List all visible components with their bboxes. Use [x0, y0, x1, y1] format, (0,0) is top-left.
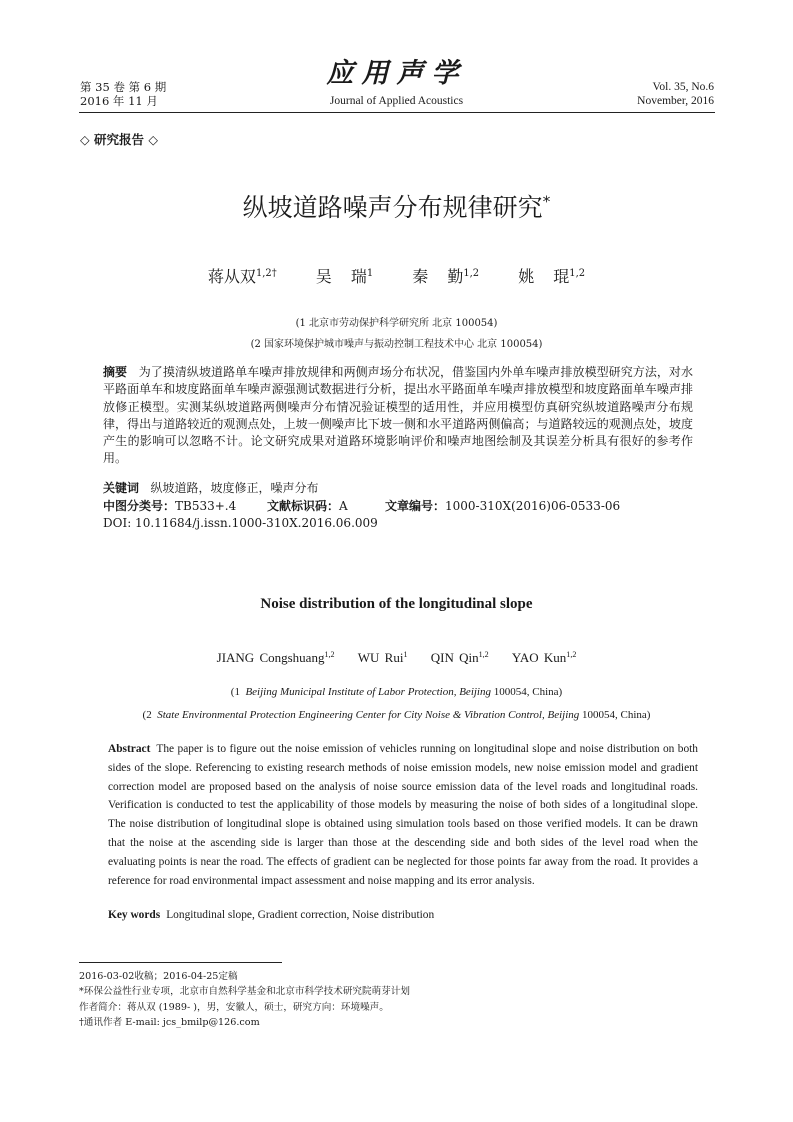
author-en-affil: 1,2 — [566, 650, 577, 660]
classification-row — [103, 498, 693, 516]
author-cn — [412, 267, 479, 286]
affiliation-en-inst: State Environmental Protection Engineering Center for City Noise & Vibration Control, Beijing — [157, 709, 580, 721]
abstract-en-text: The paper is to figure out the noise emission of vehicles running on longitudinal slope and noise distribution on both sides of the slope. Referencing to existing research methods of noise emission models, new noise emission model and gradient correction model are proposed based on the analysis of noise source emission data of the level roads and longitudinal roads. Verification is conducted to test the applicability of those models by measuring the noise of both sides of a longitudinal slope. The noise distribution of longitudinal slope is obtained using simulation tools based on those verified models. It can be drawn that the noise at the ascending side is larger than those at the descending side and both sides of the level road when the evaluating points is near the road. The effects of gradient can be neglected for those points far away from the road. It provides a reference for road environmental impact assessment and noise mapping and its error analysis. — [108, 743, 698, 887]
authors-cn — [0, 264, 793, 287]
author-cn-affil: 1 — [366, 268, 374, 280]
date-cn: 2016 年 11 月 — [80, 94, 158, 108]
author-en-name: WU Rui — [357, 650, 404, 665]
title-cn-text: 纵坡道路噪声分布规律研究 — [242, 193, 543, 222]
abstract-en-label: Abstract — [108, 743, 151, 755]
clc-value: TB533+.4 — [175, 498, 237, 513]
volume-issue-en: Vol. 35, No.6 — [652, 81, 714, 93]
affiliation-en-inst: Beijing Municipal Institute of Labor Protection, Beijing — [245, 686, 491, 698]
author-en-affil: 1,2 — [478, 650, 489, 660]
keywords-cn-text: 纵坡道路，坡度修正，噪声分布 — [150, 481, 319, 495]
keywords-en — [108, 909, 698, 921]
affiliation-cn-2: (2 国家环境保护城市噪声与振动控制工程技术中心 北京 100054) — [250, 339, 543, 350]
date-en: November, 2016 — [637, 95, 714, 107]
author-en — [512, 650, 576, 665]
author-cn-affil: 1,2 — [569, 268, 586, 280]
header-rule — [79, 112, 715, 113]
affiliation-en-post: 100054, China) — [493, 686, 563, 698]
article-no-value: 1000-310X(2016)06-0533-06 — [445, 498, 621, 513]
article-no — [385, 498, 620, 516]
footnote-funding: *环保公益性行业专项，北京市自然科学基金和北京市科学技术研究院萌芽计划 — [79, 986, 410, 998]
footnote-rule — [79, 962, 282, 963]
keywords-cn — [103, 480, 693, 498]
journal-logo-cn: 应用声学 — [326, 58, 467, 89]
abstract-cn-label: 摘要 — [103, 365, 128, 379]
author-cn-name: 蒋从双 — [207, 267, 256, 286]
author-en-name: YAO Kun — [511, 650, 567, 665]
authors-en — [0, 650, 793, 666]
author-en-name: JIANG Congshuang — [216, 650, 325, 665]
section-tag: ◇ 研究报告 ◇ — [80, 132, 158, 147]
title-cn — [0, 188, 793, 224]
article-no-label: 文章编号： — [385, 498, 446, 513]
footnote-author-bio: 作者简介：蒋从双 (1989- )，男，安徽人，硕士，研究方向：环境噪声。 — [79, 1001, 389, 1013]
affiliation-en-2 — [0, 709, 793, 721]
author-cn-affil: 1,2 — [463, 268, 480, 280]
doc-code-value: A — [339, 498, 348, 513]
author-en-affil: 1,2 — [324, 650, 335, 660]
doi: DOI: 10.11684/j.issn.1000-310X.2016.06.009 — [103, 516, 378, 530]
affiliation-en-post: 100054, China) — [582, 709, 651, 721]
keywords-en-label: Key words — [108, 909, 161, 921]
doc-code — [267, 498, 385, 516]
affiliation-en-num: (1 — [230, 686, 240, 698]
doc-code-label: 文献标识码： — [267, 498, 340, 513]
footnote-received: 2016-03-02收稿；2016-04-25定稿 — [79, 971, 238, 982]
author-cn — [518, 267, 585, 286]
author-en — [358, 650, 408, 665]
author-cn-name: 姚 琨 — [518, 267, 570, 286]
footnote-corresponding: †通讯作者 E-mail: jcs_bmilp@126.com — [79, 1017, 260, 1029]
author-cn — [316, 267, 373, 286]
author-cn-name: 吴 瑞 — [315, 267, 367, 286]
footnotes — [79, 969, 410, 1031]
author-en — [217, 650, 335, 665]
author-en-affil: 1 — [403, 650, 408, 660]
author-en — [431, 650, 489, 665]
keywords-en-text: Longitudinal slope, Gradient correction, Noise distribution — [166, 909, 435, 921]
affiliation-en-num: (2 — [142, 709, 152, 721]
title-en: Noise distribution of the longitudinal slope — [260, 596, 533, 612]
author-cn-affil: 1,2† — [255, 268, 277, 280]
author-en-name: QIN Qin — [430, 650, 479, 665]
affiliation-cn-1: (1 北京市劳动保护科学研究所 北京 100054) — [295, 318, 498, 329]
affiliation-en-1 — [0, 686, 793, 698]
author-cn-name: 秦 勤 — [412, 267, 464, 286]
volume-issue-cn: 第 35 卷 第 6 期 — [80, 80, 167, 94]
abstract-en — [108, 740, 698, 890]
clc — [103, 498, 267, 516]
header-right — [637, 80, 714, 108]
title-footnote-mark: * — [542, 192, 551, 211]
journal-name-en: Journal of Applied Acoustics — [329, 95, 464, 107]
keywords-block-cn — [103, 480, 693, 533]
author-cn — [208, 267, 277, 286]
clc-label: 中图分类号： — [103, 498, 176, 513]
abstract-cn-text: 为了摸清纵坡道路单车噪声排放规律和两侧声场分布状况，借鉴国内外单车噪声排放模型研究方法，对水平路面单车和坡度路面单车噪声源强测试数据进行分析，提出水平路面单车噪声排放模型和坡度路面单车噪声排放修正模型。实测某纵坡道路两侧噪声分布情况验证模型的适用性，并应用模型仿真研究纵坡道路噪声分布规律，得出与道路较近的观测点处，上坡一侧噪声比下坡一侧和水平道路两侧偏高；与道路较远的观测点处，坡度产生的影响可以忽略不计。论文研究成果对道路环境影响评价和噪声地图绘制及其误差分析具有很好的参考作用。 — [103, 365, 693, 466]
keywords-cn-label: 关键词 — [103, 481, 140, 495]
abstract-cn — [103, 364, 693, 468]
